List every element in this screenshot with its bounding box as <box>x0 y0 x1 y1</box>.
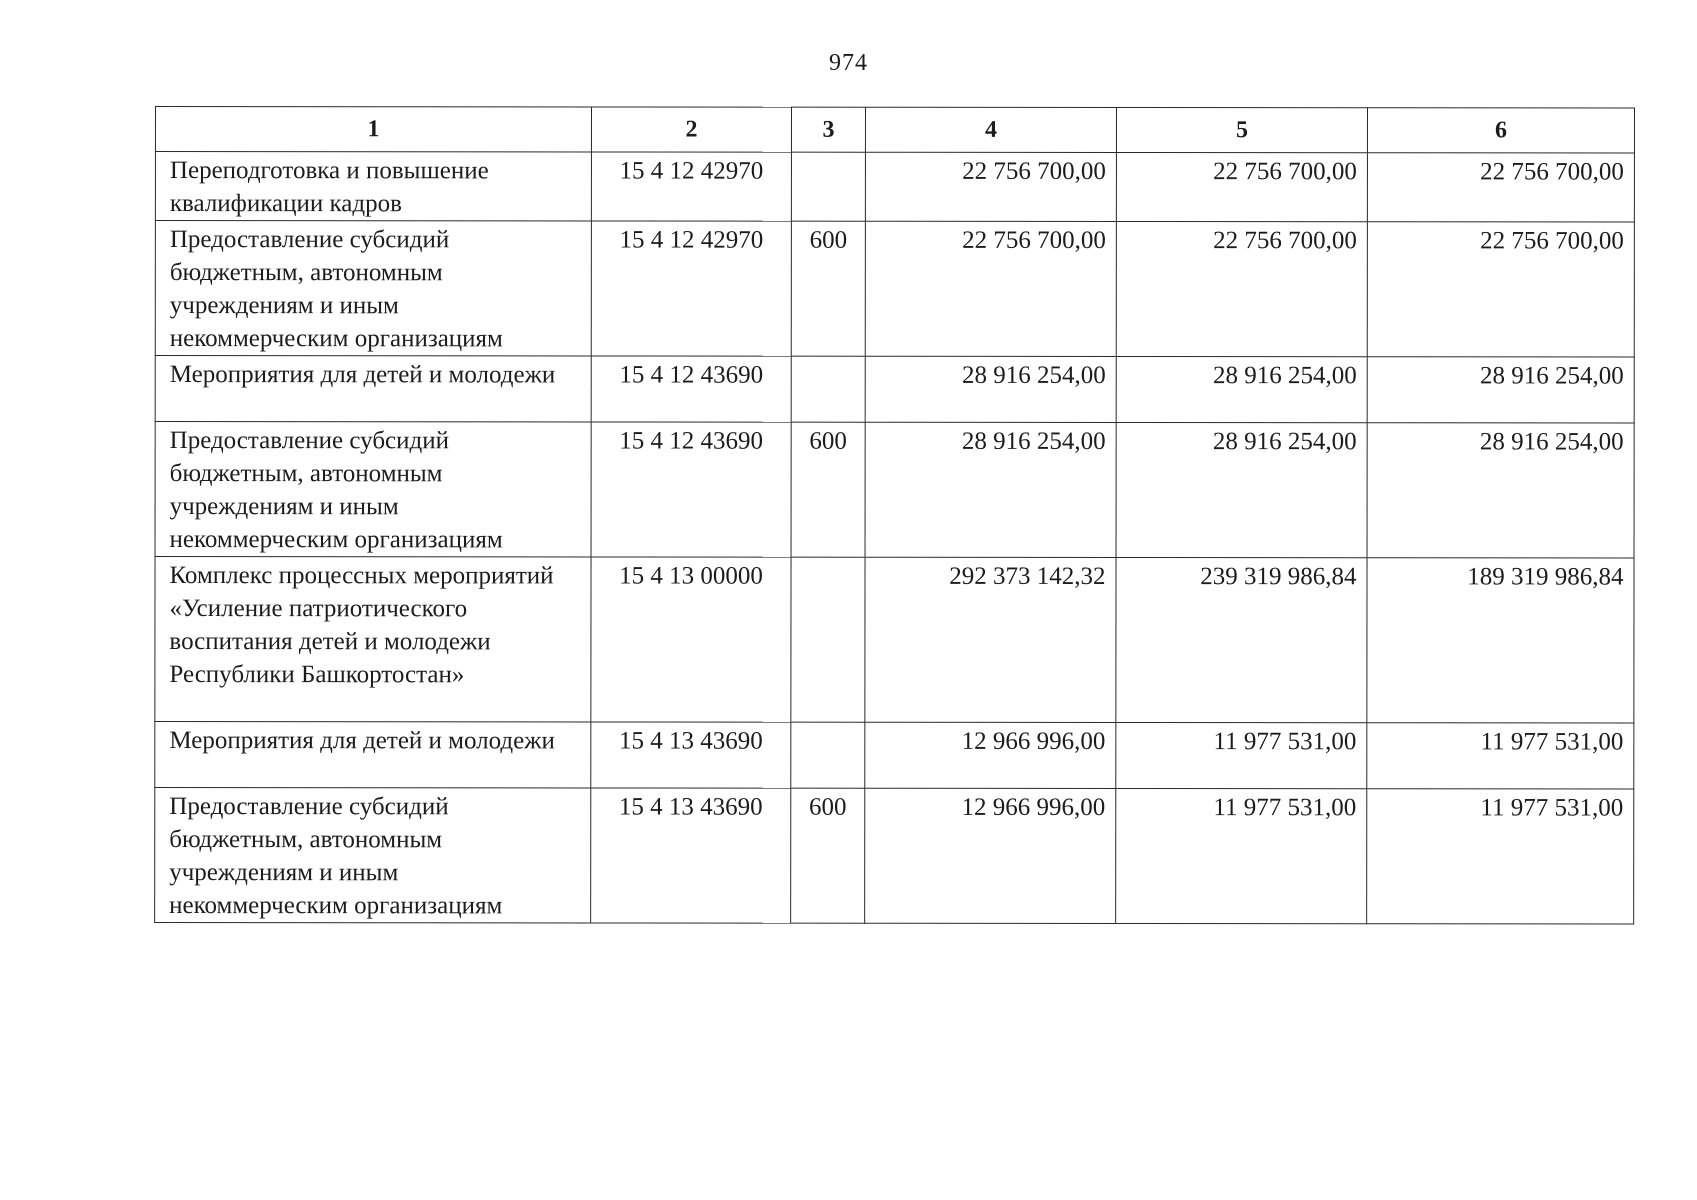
row-amount-4: 12 966 996,00 <box>865 722 1116 788</box>
row-code: 15 4 12 43690 <box>591 422 791 557</box>
row-amount-6: 189 319 986,84 <box>1367 558 1634 723</box>
table-row <box>155 722 1634 790</box>
row-amount-4: 292 373 142,32 <box>865 557 1116 722</box>
column-header-2: 2 <box>591 107 791 152</box>
column-header-6: 6 <box>1367 108 1634 153</box>
row-amount-5: 28 916 254,00 <box>1116 423 1367 558</box>
row-amount-4: 22 756 700,00 <box>865 221 1116 356</box>
row-name: Предоставление субсидий бюджетным, автономным учреждениям и иным некоммерческим организациям <box>155 221 591 356</box>
row-amount-4: 12 966 996,00 <box>865 788 1116 923</box>
row-type: 600 <box>791 788 865 923</box>
row-name: Мероприятия для детей и молодежи <box>155 722 591 788</box>
row-code: 15 4 13 43690 <box>591 788 791 923</box>
budget-table <box>154 106 1635 925</box>
row-name: Комплекс процессных мероприятий «Усиление патриотического воспитания детей и молодежи Республики Башкортостан» <box>155 557 591 722</box>
column-header-3: 3 <box>791 107 865 152</box>
row-name: Предоставление субсидий бюджетным, автономным учреждениям и иным некоммерческим организациям <box>155 422 591 557</box>
row-type: 600 <box>791 422 865 557</box>
table-row <box>155 356 1634 424</box>
column-header-4: 4 <box>865 107 1116 152</box>
row-amount-5: 11 977 531,00 <box>1116 789 1367 924</box>
page-number: 974 <box>829 50 868 76</box>
row-name: Предоставление субсидий бюджетным, автономным учреждениям и иным некоммерческим организациям <box>155 788 591 923</box>
row-amount-4: 28 916 254,00 <box>865 422 1116 557</box>
row-code: 15 4 12 42970 <box>591 221 791 356</box>
row-type <box>791 356 865 422</box>
row-amount-4: 22 756 700,00 <box>865 152 1116 221</box>
header-row <box>155 107 1634 154</box>
table-row <box>155 152 1634 223</box>
row-amount-5: 11 977 531,00 <box>1116 723 1367 789</box>
row-type <box>791 722 865 788</box>
row-type: 600 <box>791 221 865 356</box>
row-amount-5: 28 916 254,00 <box>1116 357 1367 423</box>
table-row <box>155 422 1634 559</box>
row-amount-6: 28 916 254,00 <box>1367 357 1634 423</box>
row-code: 15 4 13 43690 <box>591 722 791 788</box>
table-row <box>155 221 1634 358</box>
row-amount-6: 28 916 254,00 <box>1367 423 1634 558</box>
row-amount-5: 22 756 700,00 <box>1116 222 1367 357</box>
row-amount-6: 22 756 700,00 <box>1367 222 1634 357</box>
row-name: Переподготовка и повышение квалификации кадров <box>155 152 591 221</box>
table-row <box>155 557 1634 724</box>
row-name: Мероприятия для детей и молодежи <box>155 356 591 422</box>
row-amount-5: 239 319 986,84 <box>1116 558 1367 723</box>
column-header-5: 5 <box>1116 108 1367 153</box>
row-amount-6: 11 977 531,00 <box>1367 789 1634 924</box>
row-amount-5: 22 756 700,00 <box>1116 153 1367 222</box>
row-amount-6: 11 977 531,00 <box>1367 723 1634 789</box>
column-header-1: 1 <box>155 107 591 152</box>
table-row <box>155 788 1634 925</box>
row-code: 15 4 12 43690 <box>591 356 791 422</box>
row-amount-6: 22 756 700,00 <box>1367 153 1634 222</box>
row-amount-4: 28 916 254,00 <box>865 356 1116 422</box>
row-code: 15 4 12 42970 <box>591 152 791 221</box>
row-type <box>791 152 865 221</box>
row-type <box>791 557 865 722</box>
row-code: 15 4 13 00000 <box>591 557 791 722</box>
